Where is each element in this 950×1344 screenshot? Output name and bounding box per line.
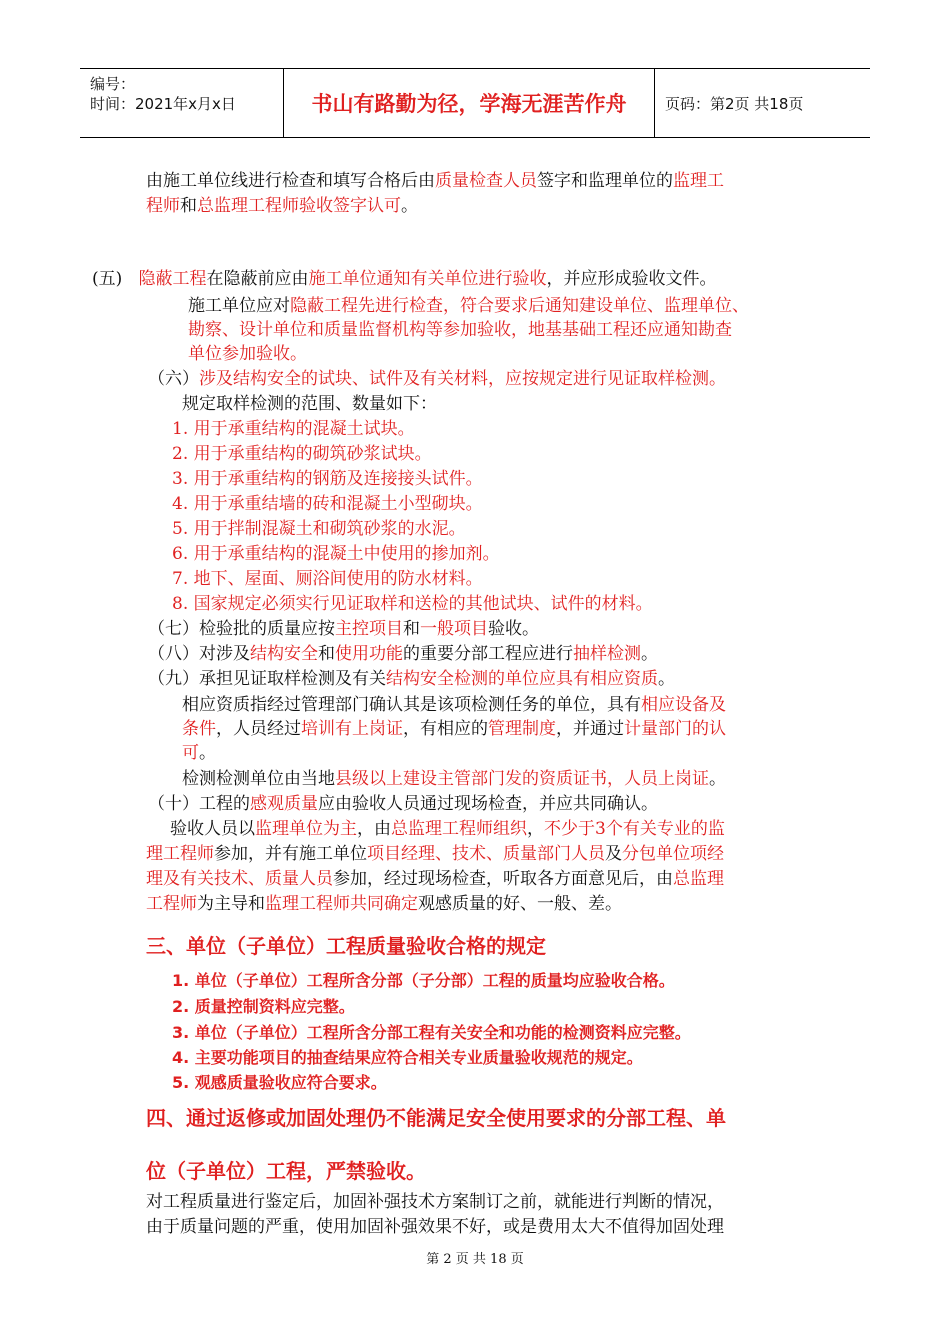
list-item: 5. 用于拌制混凝土和砌筑砂浆的水泥。 <box>172 519 466 539</box>
item-nine: （九）承担见证取样检测及有关结构安全检测的单位应具有相应资质。 <box>148 669 675 689</box>
list-item: 4. 用于承重结墙的砖和混凝土小型砌块。 <box>172 494 483 514</box>
page-footer: 第 2 页 共 18 页 <box>426 1252 524 1267</box>
list-item: 3. 用于承重结构的钢筋及连接接头试件。 <box>172 469 483 489</box>
header-page-info: 页码：第2页 共18页 <box>665 94 804 113</box>
doc-date-label: 时间：2021年x月x日 <box>90 95 236 113</box>
paragraph-line: 由于质量问题的严重，使用加固补强效果不好，或是费用太大不值得加固处理 <box>146 1217 724 1237</box>
paragraph-line: 检测检测单位由当地县级以上建设主管部门发的资质证书，人员上岗证。 <box>182 769 726 789</box>
list-item: 7. 地下、屋面、厕浴间使用的防水材料。 <box>172 569 483 589</box>
list-item: 1. 用于承重结构的混凝土试块。 <box>172 419 415 439</box>
section-four-heading-cont: 位（子单位）工程，严禁验收。 <box>146 1159 426 1183</box>
paragraph-line: 由施工单位线进行检查和填写合格后由质量检查人员签字和监理单位的监理工 <box>146 171 724 191</box>
paragraph-line: 理及有关技术、质量人员参加，经过现场检查，听取各方面意见后，由总监理 <box>146 869 724 889</box>
item-seven: （七）检验批的质量应按主控项目和一般项目验收。 <box>148 619 539 639</box>
list-item: 8. 国家规定必须实行见证取样和送检的其他试块、试件的材料。 <box>172 594 653 614</box>
paragraph-line: 施工单位应对隐蔽工程先进行检查，符合要求后通知建设单位、监理单位、 <box>188 296 749 316</box>
list-item: 1. 单位（子单位）工程所含分部（子分部）工程的质量均应验收合格。 <box>172 971 675 990</box>
list-item: 5. 观感质量验收应符合要求。 <box>172 1073 387 1092</box>
paragraph-line: 可。 <box>182 743 216 763</box>
list-item: 2. 用于承重结构的砌筑砂浆试块。 <box>172 444 432 464</box>
list-item: 6. 用于承重结构的混凝土中使用的掺加剂。 <box>172 544 500 564</box>
section-three-heading: 三、单位（子单位）工程质量验收合格的规定 <box>146 934 546 958</box>
paragraph-line: 工程师为主导和监理工程师共同确定观感质量的好、一般、差。 <box>146 894 622 914</box>
doc-number-label: 编号： <box>90 75 136 93</box>
paragraph-line: 对工程质量进行鉴定后，加固补强技术方案制订之前，就能进行判断的情况， <box>146 1192 724 1212</box>
page-header <box>80 68 870 138</box>
paragraph-line: 理工程师参加，并有施工单位项目经理、技术、质量部门人员及分包单位项经 <box>146 844 724 864</box>
paragraph-line: 单位参加验收。 <box>188 344 307 364</box>
item-five: (五) 隐蔽工程在隐蔽前应由施工单位通知有关单位进行验收，并应形成验收文件。 <box>92 269 717 289</box>
item-six: （六）涉及结构安全的试块、试件及有关材料，应按规定进行见证取样检测。 <box>148 369 726 389</box>
header-motto: 书山有路勤为径，学海无涯苦作舟 <box>284 69 655 137</box>
paragraph-line: 相应资质指经过管理部门确认其是该项检测任务的单位，具有相应设备及 <box>182 695 726 715</box>
list-item: 3. 单位（子单位）工程所含分部工程有关安全和功能的检测资料应完整。 <box>172 1023 691 1042</box>
paragraph-line: 条件，人员经过培训有上岗证，有相应的管理制度，并通过计量部门的认 <box>182 719 726 739</box>
item-eight: （八）对涉及结构安全和使用功能的重要分部工程应进行抽样检测。 <box>148 644 658 664</box>
paragraph-line: 程师和总监理工程师验收签字认可。 <box>146 196 418 216</box>
paragraph-line: 验收人员以监理单位为主，由总监理工程师组织，不少于3个有关专业的监 <box>170 819 725 839</box>
paragraph-line: 规定取样检测的范围、数量如下： <box>182 394 437 414</box>
paragraph-line: 勘察、设计单位和质量监督机构等参加验收，地基基础工程还应通知勘查 <box>188 320 732 340</box>
header-info-cell <box>80 69 284 137</box>
list-item: 4. 主要功能项目的抽查结果应符合相关专业质量验收规范的规定。 <box>172 1048 643 1067</box>
section-four-heading: 四、通过返修或加固处理仍不能满足安全使用要求的分部工程、单 <box>146 1106 726 1130</box>
list-item: 2. 质量控制资料应完整。 <box>172 997 355 1016</box>
item-ten: （十）工程的感观质量应由验收人员通过现场检查，并应共同确认。 <box>148 794 658 814</box>
